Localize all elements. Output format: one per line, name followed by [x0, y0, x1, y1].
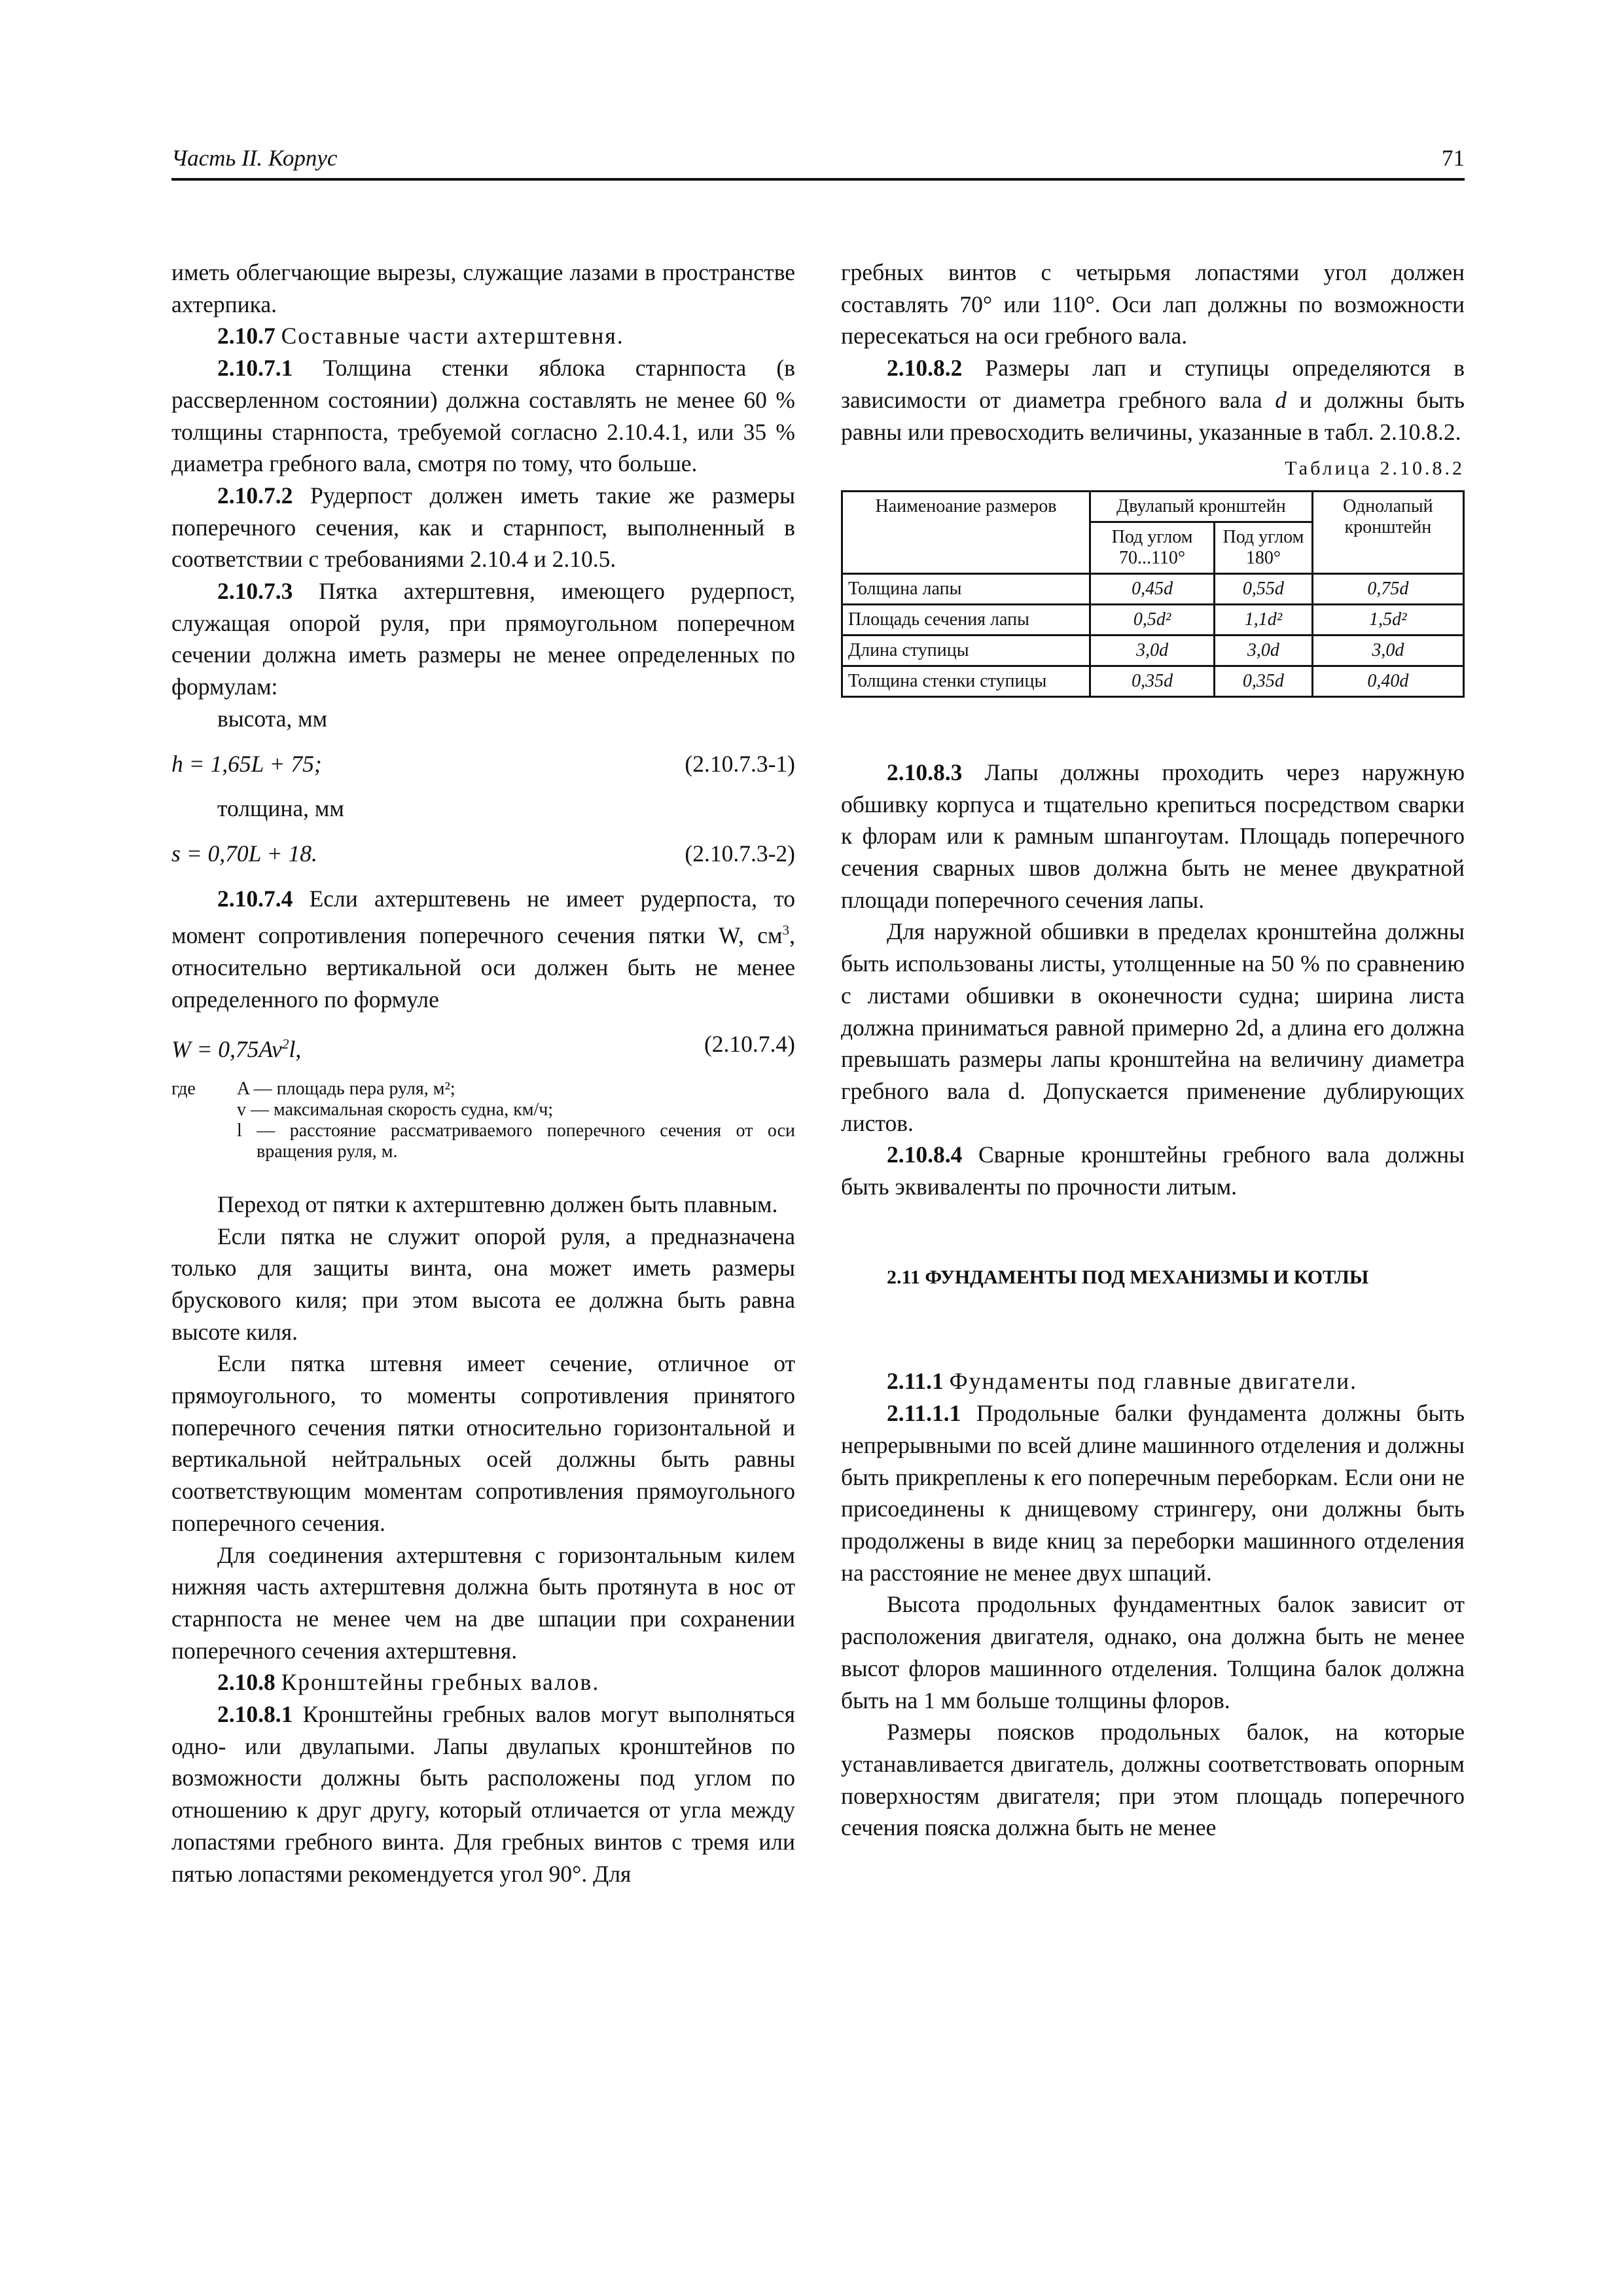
clause-2-10-8-3: 2.10.8.3 Лапы должны проходить через наружную обшивку корпуса и тщательно крепиться посредством сварки к флорам или к рамным шпангоутам. Площадь поперечного сечения сварных швов должна быть не менее двукратной площади поперечного сечения лапы.	[841, 759, 1465, 913]
table-header-angle-2: Под углом 180°	[1215, 522, 1313, 573]
formula-height: h = 1,65L + 75; (2.10.7.3-1)	[171, 750, 795, 777]
left-column	[171, 257, 795, 1890]
table-header-angle-1: Под углом 70...110°	[1090, 522, 1215, 573]
header-rule	[171, 178, 1465, 181]
paragraph: Если пятка не служит опорой руля, а предназначена только для защиты винта, она может иметь размеры брускового киля; при этом высота ее должна быть равна высоте киля.	[171, 1223, 795, 1345]
paragraph: иметь облегчающие вырезы, служащие лазами в пространстве ахтерпика.	[171, 259, 795, 317]
page-number: 71	[1442, 145, 1465, 171]
paragraph: Переход от пятки к ахтерштевню должен быть плавным.	[217, 1191, 778, 1217]
thickness-label: толщина, мм	[217, 795, 344, 822]
clause-2-10-8-4: 2.10.8.4 Сварные кронштейны гребного вала должны быть эквиваленты по прочности литым.	[841, 1141, 1465, 1200]
heading-2-10-8: 2.10.8 Кронштейны гребных валов.	[217, 1669, 600, 1696]
paragraph: Для наружной обшивки в пределах кронштейна должны быть использованы листы, утолщенные на 50 % по сравнению с листами обшивки в оконечности судна; ширина листа должна приниматься равной примерно 2d, а длина его должна превышать размеры лапы кронштейна на величину диаметра гребного вала d. Допускается применение дублирующих листов.	[841, 918, 1465, 1136]
formula-legend: где A — площадь пера руля, м²; v — максимальная скорость судна, км/ч; l — расстояние рассматриваемого поперечного сечения от оси вращения руля, м.	[171, 1078, 795, 1162]
clause-2-10-8-1: 2.10.8.1 Кронштейны гребных валов могут выполняться одно- или двулапыми. Лапы двулапых кронштейнов по возможности должны быть расположены под углом по отношению к друг другу, который отличается от угла между лопастями гребного винта. Для гребных винтов с тремя или пятью лопастями рекомендуется угол 90°. Для	[171, 1701, 796, 1887]
height-label: высота, мм	[217, 705, 328, 732]
formula-section-modulus: $W = 0,75Av^2l$, (2.10.7.4)	[171, 1031, 795, 1063]
table-row: Площадь сечения лапы 0,5d² 1,1d² 1,5d²	[842, 604, 1464, 635]
clause-2-10-7-1: 2.10.7.1 Толщина стенки яблока старнпоста (в рассверленном состоянии) должна составлять не менее 60 % толщины старнпоста, требуемой согласно 2.10.4.1, или 35 % диаметра гребного вала, смотря по тому, что больше.	[171, 355, 795, 477]
formula-thickness: s = 0,70L + 18. (2.10.7.3-2)	[171, 840, 795, 867]
right-column	[841, 257, 1465, 1844]
table-header-name: Наименоание размеров	[842, 491, 1090, 573]
clause-2-10-7-4: 2.10.7.4 Если ахтерштевень не имеет рудерпоста, то момент сопротивления поперечного сечения пятки W, $см^3$, относительно вертикальной оси должен быть не менее определенного по формуле	[171, 885, 796, 1013]
paragraph: Размеры поясков продольных балок, на которые устанавливается двигатель, должны соответствовать опорным поверхностям двигателя; при этом площадь поперечного сечения пояска должна быть не менее	[841, 1719, 1465, 1841]
running-header	[171, 145, 1465, 178]
section-title-2-11: 2.11 ФУНДАМЕНТЫ ПОД МЕХАНИЗМЫ И КОТЛЫ	[887, 1266, 1369, 1288]
table-row: Длина ступицы 3,0d 3,0d 3,0d	[842, 635, 1464, 666]
clause-2-10-8-2: 2.10.8.2 Размеры лап и ступицы определяются в зависимости от диаметра гребного вала d и должны быть равны или превосходить величины, указанные в табл. 2.10.8.2.	[841, 355, 1465, 445]
clause-2-10-7-2: 2.10.7.2 Рудерпост должен иметь такие же размеры поперечного сечения, как и старнпост, выполненный в соответствии с требованиями 2.10.4 и 2.10.5.	[171, 482, 796, 573]
paragraph: Для соединения ахтерштевня с горизонтальным килем нижняя часть ахтерштевня должна быть протянута в нос от старнпоста не менее чем на две шпации при сохранении поперечного сечения ахтерштевня.	[171, 1541, 795, 1664]
table-row: Толщина стенки ступицы 0,35d 0,35d 0,40d	[842, 666, 1464, 696]
heading-2-11-1: 2.11.1 Фундаменты под главные двигатели.	[887, 1368, 1357, 1395]
clause-2-10-7-3: 2.10.7.3 Пятка ахтерштевня, имеющего рудерпост, служащая опорой руля, при прямоугольном поперечном сечении должна иметь размеры не менее определенных по формулам:	[171, 578, 795, 700]
table-caption: Таблица 2.10.8.2	[1285, 457, 1465, 480]
paragraph: Если пятка штевня имеет сечение, отличное от прямоугольного, то моменты сопротивления принятого поперечного сечения пятки относительно горизонтальной и вертикальной нейтральных осей должны быть равны соответствующим моментам сопротивления прямоугольного поперечного сечения.	[171, 1350, 795, 1536]
dimensions-table	[841, 490, 1465, 698]
table-header-one-leg: Однолапый кронштейн	[1312, 491, 1463, 573]
table-row: Толщина лапы 0,45d 0,55d 0,75d	[842, 573, 1464, 604]
clause-2-11-1-1: 2.11.1.1 Продольные балки фундамента должны быть непрерывными по всей длине машинного отделения и должны быть прикреплены к его поперечным переборкам. Если они не присоединены к днищевому стрингеру, они должны быть продолжены в виде книц за переборки машинного отделения на расстояние не менее двух шпаций.	[841, 1400, 1465, 1586]
paragraph: Высота продольных фундаментных балок зависит от расположения двигателя, однако, она должна быть не менее высот флоров машинного отделения. Толщина балок должна быть на 1 мм больше толщины флоров.	[841, 1591, 1465, 1713]
table-header-two-leg: Двулапый кронштейн	[1090, 491, 1313, 522]
running-title: Часть II. Корпус	[171, 145, 338, 171]
heading-2-10-7: 2.10.7 Составные части ахтерштевня.	[217, 323, 624, 350]
paragraph: гребных винтов с четырьмя лопастями угол должен составлять 70° или 110°. Оси лап должны по возможности пересекаться на оси гребного вала.	[841, 259, 1465, 350]
